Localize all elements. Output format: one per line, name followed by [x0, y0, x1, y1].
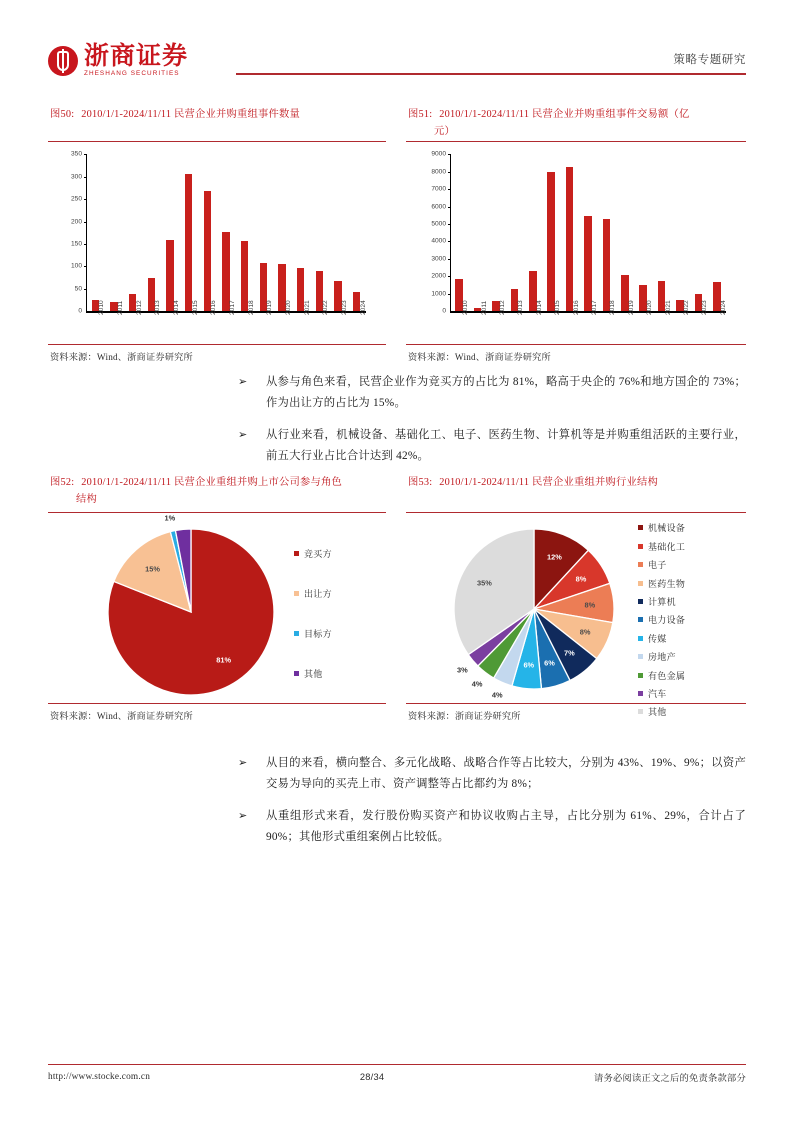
legend-swatch — [638, 617, 643, 622]
bullet-marker: ➢ — [238, 429, 248, 441]
y-tick-label: 0 — [78, 307, 82, 315]
legend-label: 医药生物 — [648, 578, 686, 589]
bar — [547, 172, 555, 312]
header-divider — [236, 73, 746, 75]
legend-item — [638, 540, 685, 553]
company-logo — [48, 44, 188, 77]
legend-label: 竞买方 — [304, 549, 332, 560]
legend-item — [638, 669, 685, 682]
y-tick-label: 7000 — [431, 185, 446, 193]
legend-swatch — [638, 673, 643, 678]
x-tick-label: 2012 — [499, 300, 506, 316]
legend-item — [638, 687, 685, 700]
x-tick-label: 2014 — [535, 300, 543, 316]
bar-chart-50 — [48, 142, 386, 344]
legend-label: 房地产 — [648, 652, 676, 663]
footer-divider — [48, 1064, 746, 1065]
pie-slice-label: 6% — [523, 660, 535, 670]
x-tick-label: 2018 — [609, 300, 617, 316]
legend-label: 其他 — [304, 669, 323, 680]
x-tick-label: 2017 — [591, 300, 598, 316]
legend-swatch — [638, 691, 643, 696]
figure-52-title: 2010/1/1-2024/11/11 民营企业重组并购上市公司参与角色 — [81, 477, 342, 488]
pie-slice-label: 8% — [579, 627, 591, 637]
y-tick-label: 1000 — [431, 290, 446, 298]
legend-label: 传媒 — [648, 633, 667, 644]
legend-item — [294, 667, 332, 680]
figure-52-source: 资料来源：Wind、浙商证券研究所 — [50, 711, 193, 722]
figure-50-caption — [48, 100, 386, 141]
bullet-list-bottom — [232, 753, 746, 859]
bullet-item — [232, 753, 746, 795]
legend-item — [294, 627, 332, 640]
legend-item — [638, 595, 685, 608]
x-tick-label: 2020 — [646, 300, 654, 316]
pie-slice-label: 6% — [544, 658, 555, 668]
figure-50-source: 资料来源：Wind、浙商证券研究所 — [50, 352, 193, 363]
figure-53-caption — [406, 468, 746, 512]
y-tick-label: 350 — [70, 150, 82, 158]
figure-50-number: 图50: — [50, 109, 75, 120]
legend-swatch — [294, 631, 299, 636]
pie-slice-label: 4% — [491, 690, 503, 700]
legend-swatch — [638, 709, 643, 714]
report-series-title: 策略专题研究 — [673, 54, 746, 66]
bullet-marker: ➢ — [238, 810, 248, 822]
y-tick-label: 0 — [442, 307, 446, 315]
figure-53-title: 2010/1/1-2024/11/11 民营企业重组并购行业结构 — [439, 477, 658, 488]
legend-swatch — [638, 525, 643, 530]
legend-label: 其他 — [648, 707, 667, 718]
x-tick-label: 2022 — [322, 300, 330, 316]
y-tick-label: 8000 — [431, 168, 446, 176]
pie-slice-label: 1% — [164, 513, 176, 523]
x-tick-label: 2010 — [462, 300, 470, 316]
bullet-marker: ➢ — [238, 757, 248, 769]
y-tick-label: 2000 — [431, 272, 446, 280]
legend-swatch — [638, 544, 643, 549]
figure-50 — [48, 100, 386, 363]
legend-item — [638, 558, 685, 571]
pie-52-value-labels — [106, 513, 276, 697]
bullet-text: 从行业来看，机械设备、基础化工、电子、医药生物、计算机等是并购重组活跃的主要行业，前五大行业占比合计达到 42%。 — [266, 429, 746, 462]
legend-label: 出让方 — [304, 589, 332, 600]
y-tick-label: 9000 — [431, 150, 446, 158]
figure-52-plot — [48, 513, 386, 703]
legend-label: 电子 — [648, 560, 667, 571]
pie-chart-52 — [48, 513, 386, 703]
y-tick-label: 300 — [70, 173, 82, 181]
bar — [584, 216, 592, 311]
figure-50-title: 2010/1/1-2024/11/11 民营企业并购重组事件数量 — [81, 109, 300, 120]
legend-item — [638, 577, 685, 590]
figure-53-source: 资料来源：浙商证券研究所 — [408, 711, 521, 722]
y-tick-label: 50 — [74, 285, 82, 293]
legend-item — [638, 613, 685, 626]
x-tick-label: 2013 — [154, 300, 162, 316]
y-tick-label: 200 — [70, 218, 82, 226]
pie-52-legend — [294, 547, 332, 680]
pie-slice-label: 15% — [145, 564, 160, 574]
figure-51-plot — [406, 142, 746, 344]
figure-52 — [48, 468, 386, 722]
pie-slice-label: 4% — [471, 679, 483, 689]
x-tick-label: 2014 — [173, 300, 180, 316]
pie-53-value-labels — [452, 527, 616, 700]
x-tick-label: 2013 — [517, 300, 525, 316]
figure-51-title: 2010/1/1-2024/11/11 民营企业并购重组事件交易额（亿 — [439, 109, 690, 120]
x-tick-label: 2010 — [98, 300, 106, 316]
x-tick-label: 2024 — [719, 300, 727, 316]
x-tick-label: 2018 — [247, 300, 255, 316]
legend-label: 计算机 — [648, 596, 676, 607]
y-tick-label: 100 — [70, 262, 82, 270]
legend-swatch — [294, 591, 299, 596]
x-tick-label: 2023 — [701, 300, 709, 316]
x-tick-label: 2023 — [341, 300, 348, 316]
y-tick-label: 150 — [70, 240, 82, 248]
figure-50-plot — [48, 142, 386, 344]
figure-52-number: 图52: — [50, 477, 75, 488]
pie-slice-label: 81% — [216, 655, 232, 665]
y-tick-label: 250 — [70, 195, 82, 203]
legend-item — [294, 587, 332, 600]
logo-english-name: ZHESHANG SECURITIES — [84, 70, 180, 77]
figure-53 — [406, 468, 746, 722]
legend-swatch — [638, 581, 643, 586]
pie-slice-label: 12% — [547, 552, 562, 562]
x-tick-label: 2019 — [627, 300, 635, 316]
x-tick-label: 2011 — [480, 301, 488, 316]
legend-label: 汽车 — [648, 688, 667, 699]
legend-item — [638, 521, 685, 534]
figure-51-number: 图51: — [408, 109, 433, 120]
bar — [566, 167, 574, 312]
y-tick-label: 5000 — [431, 220, 446, 228]
footer-disclaimer: 请务必阅读正文之后的免责条款部分 — [594, 1074, 746, 1084]
page-footer — [48, 1070, 746, 1084]
bullet-item — [232, 372, 746, 414]
bar-series-51 — [450, 154, 726, 311]
bar — [204, 191, 212, 311]
x-tick-label: 2016 — [210, 300, 218, 316]
legend-item — [638, 650, 685, 663]
x-tick-label: 2022 — [683, 300, 690, 316]
legend-swatch — [294, 671, 299, 676]
bullet-text: 从重组形式来看，发行股份购买资产和协议收购占主导，占比分别为 61%、29%，合计占了 90%；其他形式重组案例占比较低。 — [266, 810, 746, 843]
pie-slice-label: 3% — [457, 665, 468, 675]
y-tick-label: 4000 — [431, 237, 446, 245]
figure-53-number: 图53: — [408, 477, 433, 488]
legend-item — [294, 547, 332, 560]
legend-label: 基础化工 — [648, 541, 686, 552]
logo-chinese-name: 浙商证券 — [84, 43, 189, 70]
figure-51-title-line2: 元） — [434, 126, 455, 137]
legend-swatch — [638, 599, 643, 604]
y-tick-label: 6000 — [431, 203, 446, 211]
page-header — [48, 42, 746, 94]
pie-slice-label: 7% — [564, 648, 575, 658]
pie-slice-label: 35% — [476, 578, 492, 588]
footer-url[interactable]: http://www.stocke.com.cn — [48, 1072, 151, 1082]
figure-52-caption — [48, 468, 386, 512]
x-tick-label: 2019 — [266, 300, 274, 316]
x-tick-label: 2020 — [285, 300, 292, 316]
x-tick-label: 2016 — [572, 300, 580, 316]
legend-item — [638, 632, 685, 645]
legend-swatch — [294, 551, 299, 556]
x-tick-label: 2024 — [359, 300, 367, 316]
legend-swatch — [638, 562, 643, 567]
x-axis-labels-50 — [86, 300, 367, 342]
bar — [185, 174, 193, 311]
bar-series-50 — [86, 154, 366, 311]
pie-53-legend — [638, 521, 685, 718]
figure-51 — [406, 100, 746, 363]
bullet-text: 从参与角色来看，民营企业作为竞买方的占比为 81%，略高于央企的 76%和地方国企的 73%；作为出让方的占比为 15%。 — [266, 376, 746, 409]
zheshang-logo-icon — [48, 46, 78, 76]
x-tick-label: 2021 — [303, 300, 311, 316]
legend-item — [638, 705, 685, 718]
bullet-marker: ➢ — [238, 376, 248, 388]
x-tick-label: 2021 — [664, 300, 672, 316]
page-number: 28/34 — [359, 1072, 385, 1082]
bar-chart-51 — [406, 142, 746, 344]
x-tick-label: 2011 — [117, 301, 124, 316]
legend-label: 机械设备 — [648, 523, 686, 534]
bullet-item — [232, 806, 746, 848]
x-tick-label: 2015 — [554, 300, 562, 316]
legend-swatch — [638, 654, 643, 659]
legend-label: 有色金属 — [648, 670, 686, 681]
bullet-list-top — [232, 372, 746, 478]
x-tick-label: 2015 — [191, 300, 199, 316]
bullet-text: 从目的来看，横向整合、多元化战略、战略合作等占比较大，分别为 43%、19%、9%；以资产交易为导向的买壳上市、资产调整等占比都约为 8%； — [266, 757, 746, 790]
figure-52-title-line2: 结构 — [76, 494, 97, 505]
pie-slice-label: 8% — [575, 574, 587, 584]
bar — [603, 219, 611, 312]
figure-51-source: 资料来源：Wind、浙商证券研究所 — [408, 352, 551, 363]
figure-51-caption — [406, 100, 746, 141]
bullet-item — [232, 425, 746, 467]
pie-slice-label: 8% — [584, 600, 596, 610]
legend-label: 电力设备 — [648, 615, 686, 626]
y-tick-label: 3000 — [431, 255, 446, 263]
logo-text-block — [84, 44, 188, 77]
x-axis-labels-51 — [450, 300, 727, 342]
legend-swatch — [638, 636, 643, 641]
x-tick-label: 2017 — [229, 300, 236, 316]
legend-label: 目标方 — [304, 629, 332, 640]
x-tick-label: 2012 — [135, 300, 143, 316]
